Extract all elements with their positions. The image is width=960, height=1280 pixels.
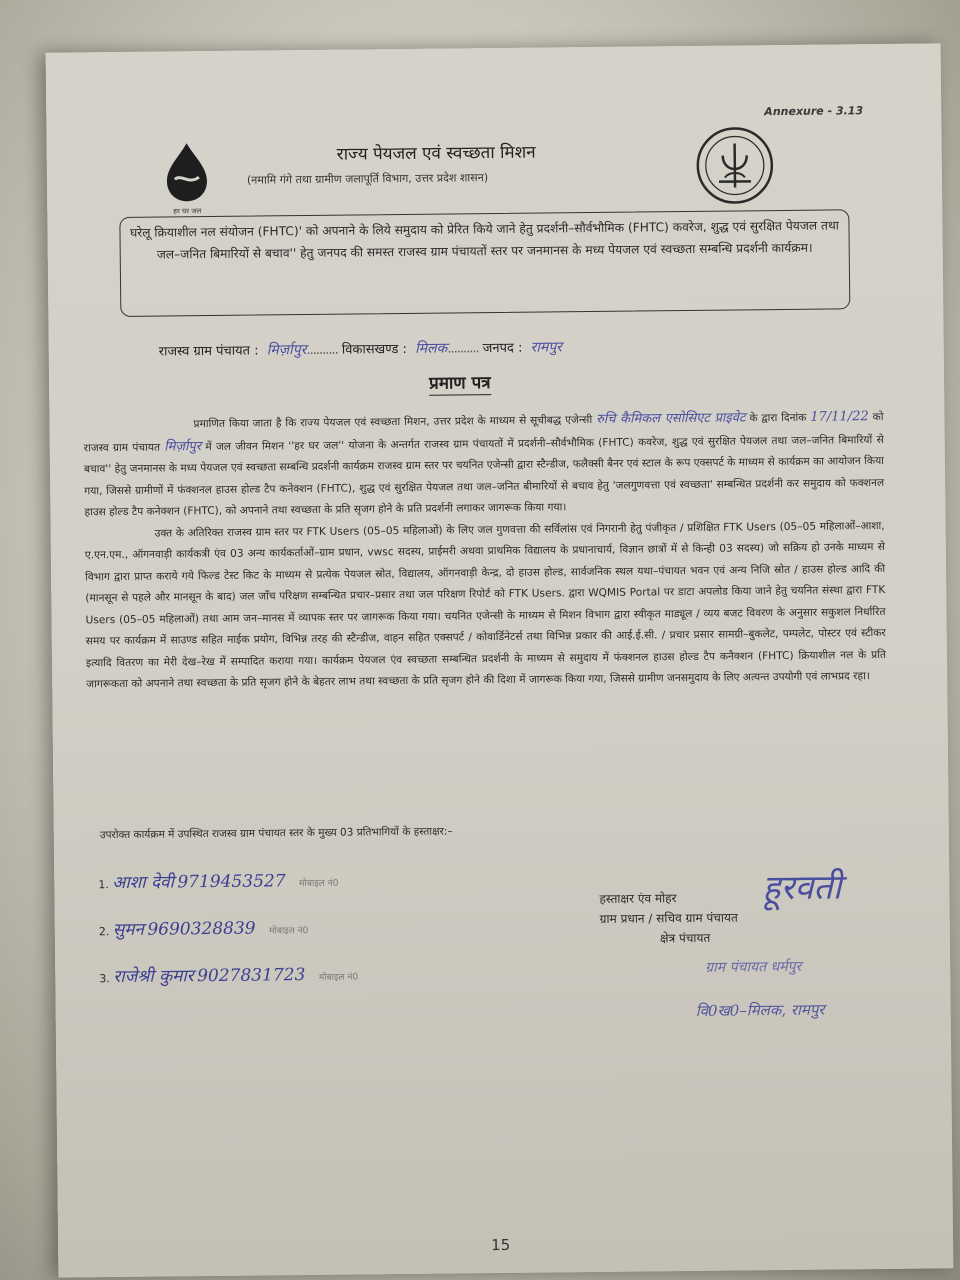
official-designation [599, 888, 738, 949]
mobile-label: मोबाइल नं0 [299, 878, 339, 890]
water-drop-logo-icon [157, 139, 218, 220]
sign-stamp-label: हस्ताक्षर एंव मोहर [599, 891, 677, 906]
date-handwritten: 17/11/22 [810, 409, 869, 425]
participant-signature-row: 2. सुमन 9690328839 मोबाइल नं0 [98, 918, 309, 941]
participant-phone: 9719453527 [177, 871, 286, 893]
participant-signature-row: 3. राजेश्री कुमार 9027831723 मोबाइल नं0 [99, 965, 359, 988]
page-number: 15 [491, 1235, 511, 1255]
participant-phone: 9690328839 [147, 918, 256, 940]
location-fields: राजस्व ग्राम पंचायत : मिर्ज़ापुर.......... विकासखण्ड : मिलक.......... जनपद : रामपुर [158, 339, 563, 360]
annexure-label: Annexure - 3.13 [764, 104, 864, 119]
program-description-box: घरेलू क्रियाशील नल संयोजन (FHTC)' को अपनाने के लिये समुदाय को प्रेरित किये जाने हेतु प्रदर्शनी–सौर्वभौमिक (FHTC) कवरेज, शुद्ध एवं सुरक्षित पेयजल तथा जल–जनित बिमारियों से बचाव'' हेतु जनपद की समस्त राजस्व ग्राम पंचायतों स्तर पर जनमानस के मध्य पेयजल एवं स्वच्छता सम्बन्धि प्रदर्शनी कार्यक्रम। [119, 209, 850, 317]
block-value: मिलक [414, 340, 448, 357]
participant-phone: 9027831723 [197, 965, 306, 987]
document-page [46, 43, 954, 1277]
participant-name: आशा देवी [112, 872, 175, 894]
mission-subtitle: (नमामि गंगे तथा ग्रामीण जलापूर्ति विभाग, उत्तर प्रदेश शासन) [246, 171, 489, 187]
official-stamp-line-2: वि0ख0–मिलक, रामपुर [695, 1000, 825, 1020]
body-p1-d: में जल जीवन मिशन ''हर घर जल'' योजना के अन्तर्गत राजस्व ग्राम पंचायतों में प्रदर्शनी–सौर्वभौमिक (FHTC) कवरेज, शुद्ध एवं सुरक्षित पेयजल तथा जल–जनित बिमारियों से बचाव'' हेतु जनमानस के मध्य पेयजल एवं स्वच्छता सम्बन्धि प्रदर्शनी कार्यक्रम राजस्व ग्राम स्तर पर चयनित एजेन्सी द्वारा स्टैन्डीज, फलैक्सी बैनर एवं स्टाल के रूप एक्सपर्ट के माध्यम से कार्यक्रम का आयोजन किया गया, जिससे ग्रामीणों में फंक्शनल हाउस होल्ड टैप कनेक्शन (FHTC), शुद्ध एवं सुरक्षित पेयजल तथा जल–जनित बीमारियों से बचाव हेतु 'जलगुणवत्ता एवं स्वच्छता' सम्बन्धित प्रदर्शनी कर समुदाय को फक्शनल हाउस होल्ड टैप कनेक्शन (FHTC), को अपनाने तथा स्वच्छता के प्रति सृजग होने के प्रति प्रदर्शनी लगाकर जागरूक किया गया। [83, 433, 885, 519]
certificate-body [83, 406, 886, 696]
gram-panchayat-label: राजस्व ग्राम पंचायत : [158, 343, 259, 360]
official-stamp-line-1: ग्राम पंचायत धर्मपुर [705, 958, 802, 976]
mission-title: राज्य पेयजल एवं स्वच्छता मिशन [336, 142, 536, 165]
body-p1-b: के द्वारा दिनांक [749, 411, 807, 425]
block-label: विकासखण्ड : [341, 341, 407, 358]
mobile-label: मोबाइल नं0 [269, 926, 309, 937]
body-p1-c: को राजस्व ग्राम पंचायत [83, 410, 884, 454]
designation-line-2: क्षेत्र पंचायत [659, 930, 711, 946]
participant-name: राजेश्री कुमार [113, 966, 194, 988]
certificate-title: प्रमाण पत्र [429, 370, 491, 396]
up-government-emblem-icon [694, 125, 775, 206]
agency-name-handwritten: रुचि कैमिकल एसोसिएट प्राइवेट [595, 410, 746, 427]
mobile-label: मोबाइल नं0 [318, 972, 359, 983]
body-p2: उक्त के अतिरिक्त राजस्व ग्राम स्तर पर FTK Users (05–05 महिलाओं) के लिए जल गुणवत्ता की सर्विलांस एवं निगरानी हेतु पंजीकृत / प्रशिक्षित FTK Users (05–05 महिलाओं–आशा, ए.एन.एम., ऑगनवाड़ी कार्यकत्री एंव 03 अन्य कार्यकर्ताओं–ग्राम प्रधान, vwsc सदस्य, प्राईमरी अथवा प्राथमिक विद्यालय के प्रधानाचार्य, विज्ञान छात्रों में से किन्ही 03 सदस्य) जो सक्रिय हो उनके माध्यम से विभाग द्वारा प्राप्त कराये गये फिल्ड टेस्ट किट के माध्यम से प्रत्येक पेयजल स्रोत, विद्यालय, ऑगनवाड़ी केन्द्र, दो हाउस होल्ड, सार्वजनिक स्थल यथा–पंचायत भवन एवं अन्य निजि स्रोत / हाउस होल्ड आदि की (मानसून से पहले और मानसून के बाद) जल जाँच परिक्षण सम्बन्धित प्रचार–प्रसार तथा जल परिक्षण रिपोर्ट को FTK Users. द्वारा WQMIS Portal पर डाटा अपलोड किया जाने हेतु चयनित संस्था द्वारा FTK Users (05–05 महिलाओं) तथा आम जन–मानस में व्यापक स्तर पर जागरूक किया गया। चयनित एजेन्सी के माध्यम से मिशन विभाग द्वारा स्वीकृत माड्यूल / व्यय बजट विवरण के अनुसार सकुशल निर्धारित समय पर कार्यक्रम में साउण्ड सहित माईक प्रयोग, विभिन्न तरह की स्टैन्डीज, वाहन सहित एक्सपर्ट / कोवार्डिनेटर्स तथा विभिन्न प्रकार की आई.ई.सी. / प्रचार प्रसार सामग्री–बुकलेट, पम्पलेट, पोस्टर एवं स्टीकर इत्यादि वितरण का मेरी देख–रेख में सम्पादित कराया गया। कार्यक्रम पेयजल एंव स्वच्छता सम्बन्धित प्रदर्शनी के माध्यम से समुदाय में फंक्शनल हाउस होल्ड टैप कनैक्शन (FHTC) क्रियाशील नल के प्रति जागरूकता को अपनाने तथा स्वच्छता के प्रति सृजग होने के बेहतर लाभ तथा स्वच्छता के प्रति सृजग होने की दिशा में जागरूक किया गया, जिससे ग्रामीण जनसमुदाय के लिए अत्यन्त उपयोगी एवं लाभप्रद रहा। [84, 519, 887, 691]
logo-left-caption: हर घर जल [173, 207, 202, 216]
pradhan-signature: हूरवती [762, 867, 842, 909]
designation-line-1: ग्राम प्रधान / सचिव ग्राम पंचायत [599, 910, 738, 926]
gram-panchayat-handwritten: मिर्ज़ापुर [164, 438, 202, 454]
district-value: रामपुर [530, 339, 563, 356]
district-label: जनपद : [482, 340, 523, 357]
signatures-intro: उपरोक्त कार्यक्रम में उपस्थित राजस्व ग्राम पंचायत स्तर के मुख्य 03 प्रतिभागियों के हस्ताक्षर:– [99, 825, 453, 842]
participant-name: सुमन [112, 919, 144, 941]
body-p1-a: प्रमाणित किया जाता है कि राज्य पेयजल एवं स्वच्छता मिशन, उत्तर प्रदेश के माध्यम से सूचीबद्ध एजेन्सी [193, 414, 593, 431]
gram-panchayat-value: मिर्ज़ापुर [266, 342, 307, 359]
participant-signature-row: 1. आशा देवी 9719453527 मोबाइल नं0 [98, 871, 339, 894]
